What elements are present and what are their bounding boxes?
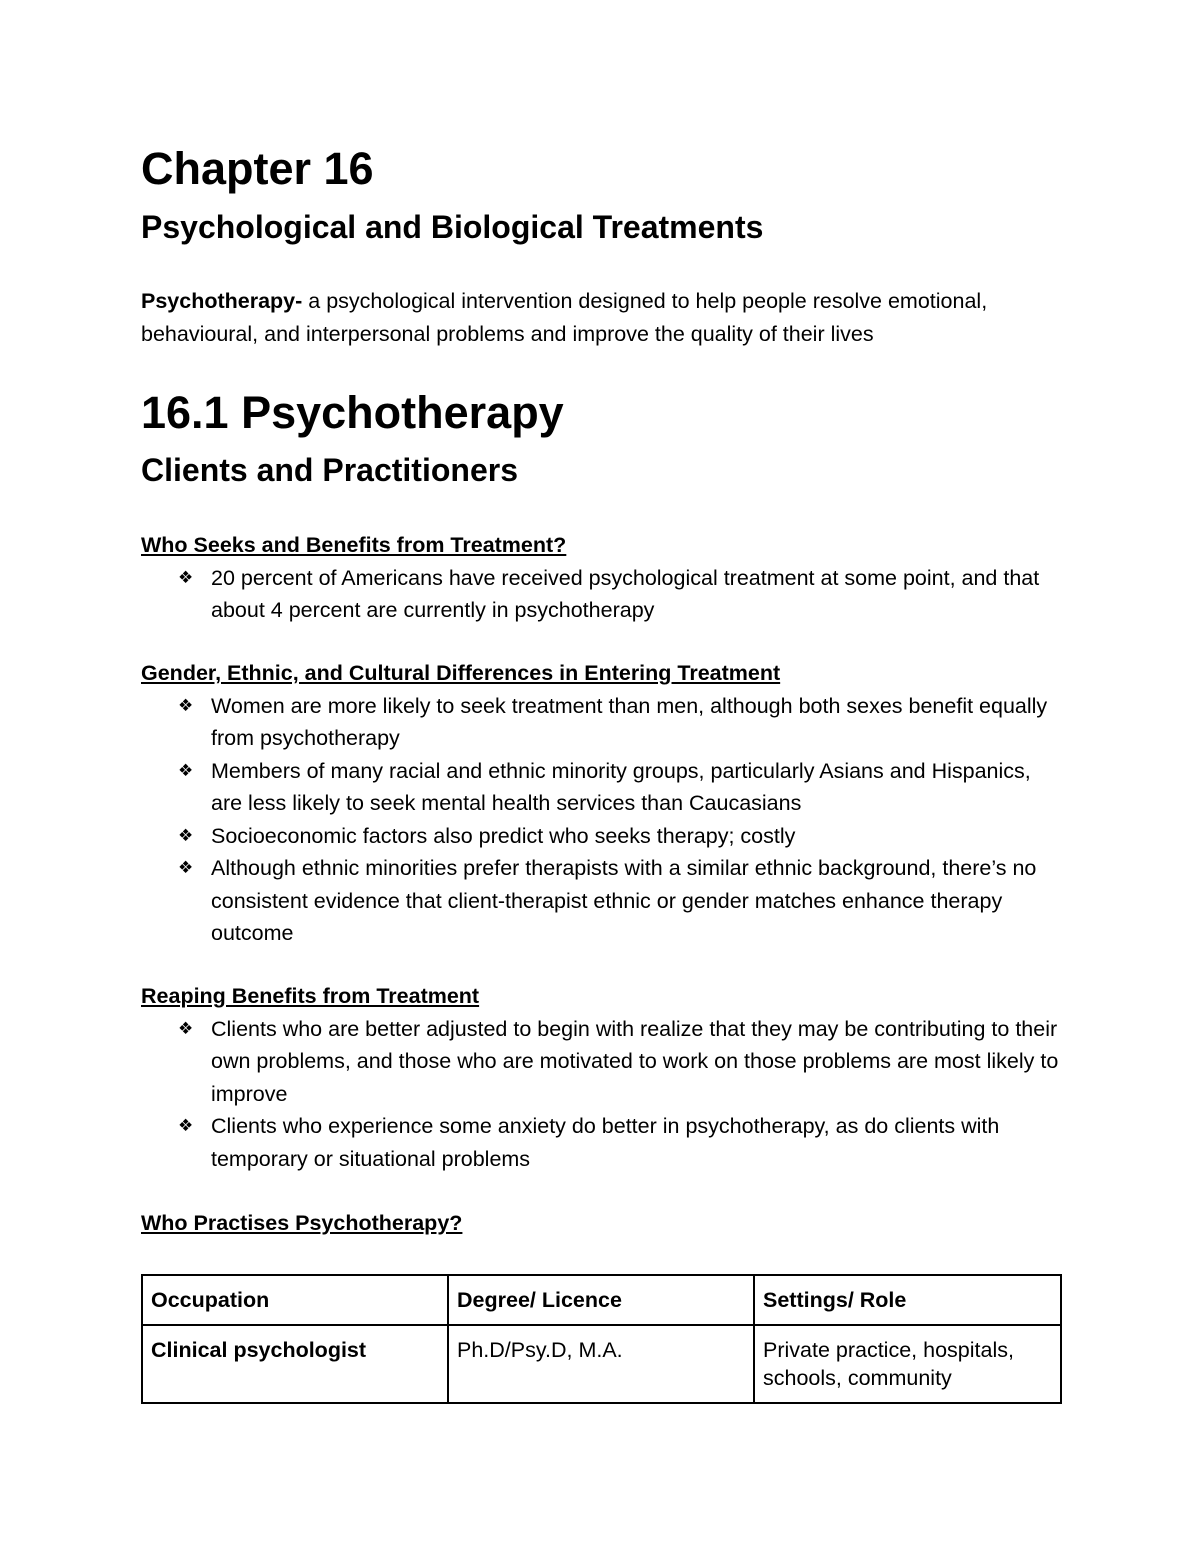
list-item bbox=[141, 1013, 1066, 1111]
block-heading: Reaping Benefits from Treatment bbox=[141, 984, 480, 1008]
list-item-text: Women are more likely to seek treatment than men, although both sexes benefit equally from psychotherapy bbox=[211, 693, 1048, 750]
block-gender-ethnic-cultural bbox=[141, 657, 1066, 950]
list-item-text: Socioeconomic factors also predict who seeks therapy; costly bbox=[211, 823, 796, 848]
section-title: 16.1 Psychotherapy bbox=[141, 387, 564, 438]
section-subtitle: Clients and Practitioners bbox=[141, 452, 518, 488]
list-item bbox=[141, 755, 1066, 820]
block-who-practises bbox=[141, 1207, 1066, 1240]
block-heading: Gender, Ethnic, and Cultural Differences in Entering Treatment bbox=[141, 661, 781, 685]
chapter-subtitle: Psychological and Biological Treatments bbox=[141, 209, 764, 245]
list-item-text: Although ethnic minorities prefer therapists with a similar ethnic background, there’s no consistent evidence that client-therapist ethnic or gender matches enhance therapy outcome bbox=[211, 856, 1037, 945]
diamond-bullet-icon: ❖ bbox=[178, 858, 194, 878]
bullet-list bbox=[141, 1013, 1066, 1176]
definition-term: Psychotherapy- bbox=[141, 289, 303, 313]
list-item-text: Members of many racial and ethnic minority groups, particularly Asians and Hispanics, are less likely to seek mental health services than Caucasians bbox=[211, 758, 1031, 815]
list-item-text: 20 percent of Americans have received psychological treatment at some point, and that about 4 percent are currently in psychotherapy bbox=[211, 565, 1040, 622]
column-header-occupation: Occupation bbox=[142, 1275, 448, 1325]
table-header-row bbox=[142, 1275, 1061, 1325]
chapter-title: Chapter 16 bbox=[141, 143, 374, 194]
list-item-text: Clients who are better adjusted to begin with realize that they may be contributing to their own problems, and those who are motivated to work on those problems are most likely to improve bbox=[211, 1016, 1059, 1106]
table-cell-degree: Ph.D/Psy.D, M.A. bbox=[448, 1325, 754, 1403]
diamond-bullet-icon: ❖ bbox=[178, 1116, 194, 1136]
bullet-list bbox=[141, 690, 1066, 950]
diamond-bullet-icon: ❖ bbox=[178, 825, 194, 846]
block-who-seeks bbox=[141, 529, 1066, 627]
bullet-list bbox=[141, 562, 1066, 627]
column-header-degree: Degree/ Licence bbox=[448, 1275, 754, 1325]
list-item bbox=[141, 1110, 1066, 1175]
diamond-bullet-icon: ❖ bbox=[178, 567, 194, 588]
column-header-settings: Settings/ Role bbox=[754, 1275, 1061, 1325]
table-cell-occupation: Clinical psychologist bbox=[142, 1325, 448, 1403]
block-heading: Who Practises Psychotherapy? bbox=[141, 1211, 463, 1235]
list-item bbox=[141, 690, 1066, 755]
occupations-table bbox=[141, 1274, 1062, 1404]
definition-text: a psychological intervention designed to help people resolve emotional, behavioural, and interpersonal problems and improve the quality of their lives bbox=[141, 289, 988, 346]
table-cell-settings: Private practice, hospitals, schools, community bbox=[754, 1325, 1061, 1403]
diamond-bullet-icon: ❖ bbox=[178, 695, 194, 716]
diamond-bullet-icon: ❖ bbox=[178, 1018, 194, 1039]
block-heading: Who Seeks and Benefits from Treatment? bbox=[141, 533, 567, 557]
list-item bbox=[141, 820, 1066, 853]
list-item bbox=[141, 852, 1066, 950]
list-item-text: Clients who experience some anxiety do better in psychotherapy, as do clients with temporary or situational problems bbox=[211, 1114, 1000, 1171]
psychotherapy-definition bbox=[141, 285, 1071, 350]
list-item bbox=[141, 562, 1066, 627]
table-row bbox=[142, 1325, 1061, 1403]
block-reaping-benefits bbox=[141, 980, 1066, 1175]
diamond-bullet-icon: ❖ bbox=[178, 760, 194, 781]
